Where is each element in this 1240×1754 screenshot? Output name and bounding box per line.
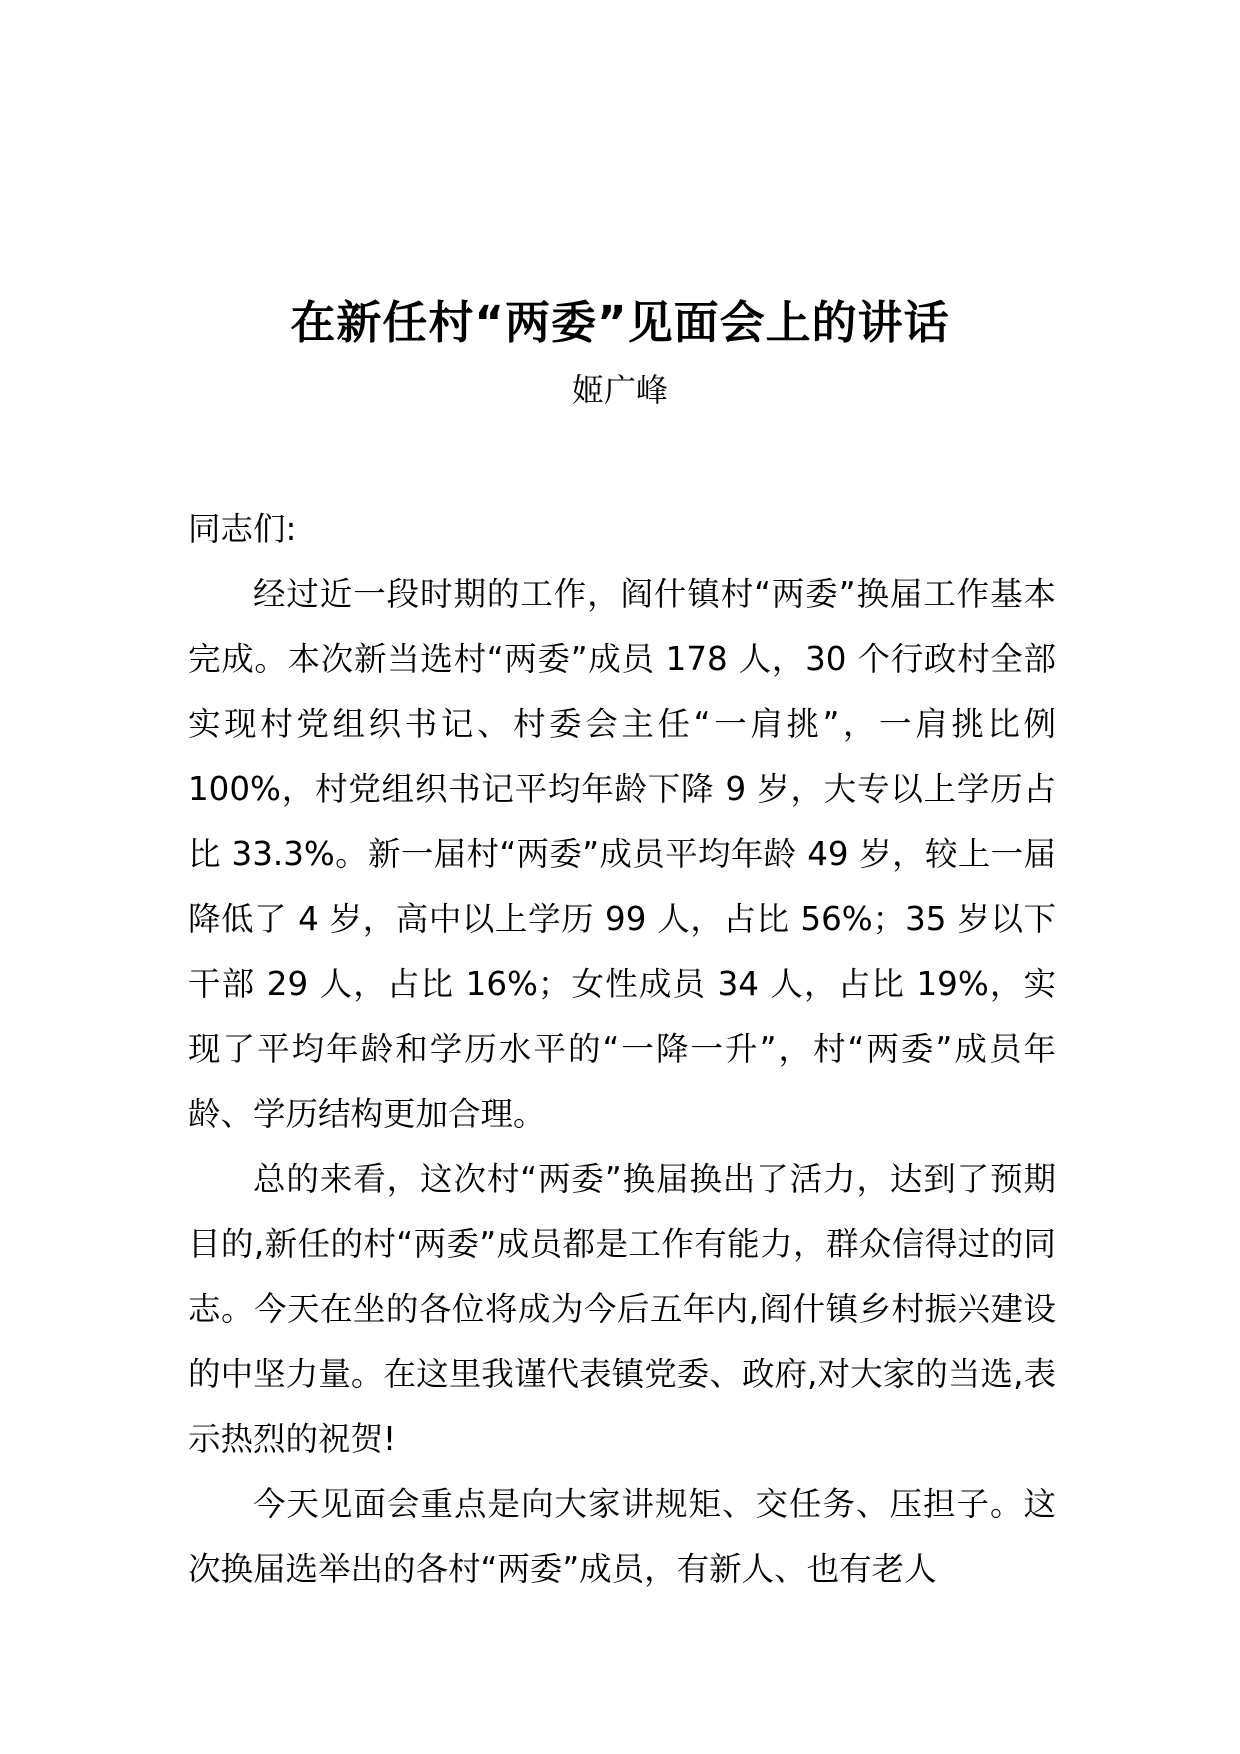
document-body <box>188 497 1056 1602</box>
document-author: 姬广峰 <box>571 371 668 409</box>
document-title: 在新任村“两委”见面会上的讲话 <box>290 296 950 349</box>
paragraph: 经过近一段时期的工作，阎什镇村“两委”换届工作基本完成。本次新当选村“两委”成员 178 人，30 个行政村全部实现村党组织书记、村委会主任“一肩挑”，一肩挑比例 100%，村党组织书记平均年龄下降 9 岁，大专以上学历占比 33.3%。新一届村“两委”成员平均年龄 49 岁，较上一届降低了 4 岁，高中以上学历 99 人，占比 56%；35 岁以下干部 29 人，占比 16%；女性成员 34 人，占比 19%，实现了平均年龄和学历水平的“一降一升”，村“两委”成员年龄、学历结构更加合理。 <box>188 575 1056 1133</box>
salutation: 同志们: <box>188 510 297 548</box>
paragraph: 今天见面会重点是向大家讲规矩、交任务、压担子。这次换届选举出的各村“两委”成员，有新人、也有老人 <box>188 1485 1056 1588</box>
paragraph: 总的来看，这次村“两委”换届换出了活力，达到了预期目的,新任的村“两委”成员都是工作有能力，群众信得过的同志。今天在坐的各位将成为今后五年内,阎什镇乡村振兴建设的中坚力量。在这里我谨代表镇党委、政府,对大家的当选,表示热烈的祝贺! <box>188 1160 1056 1458</box>
